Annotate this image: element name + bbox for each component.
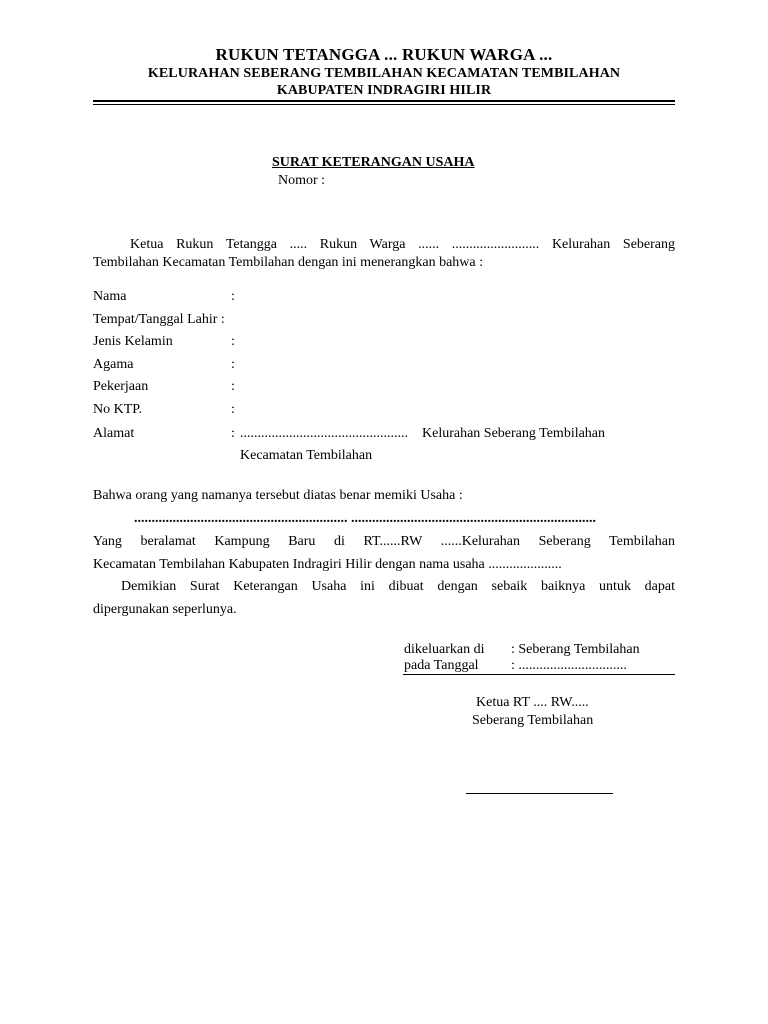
field-ktp-label: No KTP. bbox=[93, 402, 143, 417]
header-rule-thick bbox=[93, 100, 675, 102]
signature-role: Ketua RT .... RW..... bbox=[476, 695, 589, 710]
closing-line-1: Demikian Surat Keterangan Usaha ini dibuat dengan sebaik baiknya untuk dapat bbox=[121, 579, 675, 594]
letter-number: Nomor : bbox=[278, 173, 326, 188]
body-line-2: Kecamatan Tembilahan Kabupaten Indragiri Hilir dengan nama usaha ..................... bbox=[93, 557, 562, 572]
field-jk-sep: : bbox=[231, 334, 235, 349]
usaha-statement: Bahwa orang yang namanya tersebut diatas benar memiki Usaha : bbox=[93, 488, 463, 503]
intro-line-2: Tembilahan Kecamatan Tembilahan dengan ini menerangkan bahwa : bbox=[93, 255, 484, 270]
field-alamat-label: Alamat bbox=[93, 426, 135, 441]
field-agama-sep: : bbox=[231, 357, 235, 372]
intro-line-1: Ketua Rukun Tetangga ..... Rukun Warga ...... ......................... Kelurahan Seberang bbox=[130, 237, 675, 252]
issued-place-value: : Seberang Tembilahan bbox=[511, 642, 640, 657]
header-title: RUKUN TETANGGA ... RUKUN WARGA ... bbox=[215, 45, 553, 64]
issued-date-value: : ............................... bbox=[511, 658, 627, 673]
field-alamat-sep: : bbox=[231, 426, 235, 441]
field-ttl-label: Tempat/Tanggal Lahir : bbox=[93, 312, 225, 327]
signature-line bbox=[466, 793, 613, 794]
header-rule-thin bbox=[93, 104, 675, 105]
field-nama-label: Nama bbox=[93, 289, 127, 304]
header-regency: KABUPATEN INDRAGIRI HILIR bbox=[276, 83, 492, 98]
field-jk-label: Jenis Kelamin bbox=[93, 334, 173, 349]
issued-underline bbox=[403, 674, 675, 675]
field-pekerjaan-sep: : bbox=[231, 379, 235, 394]
field-agama-label: Agama bbox=[93, 357, 134, 372]
field-alamat-continued: Kecamatan Tembilahan bbox=[240, 448, 373, 463]
body-line-1: Yang beralamat Kampung Baru di RT......RW ......Kelurahan Seberang Tembilahan bbox=[93, 534, 675, 549]
field-pekerjaan-label: Pekerjaan bbox=[93, 379, 149, 394]
field-alamat-value: ................................................ Kelurahan Seberang Tembilahan bbox=[240, 426, 606, 441]
signature-place: Seberang Tembilahan bbox=[472, 713, 594, 728]
letter-title: SURAT KETERANGAN USAHA bbox=[272, 155, 475, 170]
closing-line-2: dipergunakan seperlunya. bbox=[93, 602, 237, 617]
field-nama-sep: : bbox=[231, 289, 235, 304]
header-subtitle: KELURAHAN SEBERANG TEMBILAHAN KECAMATAN TEMBILAHAN bbox=[147, 66, 621, 81]
issued-place-label: dikeluarkan di bbox=[404, 642, 485, 657]
usaha-dots: ............................................................. ...................................................................... bbox=[134, 511, 596, 526]
issued-date-label: pada Tanggal bbox=[404, 658, 479, 673]
field-ktp-sep: : bbox=[231, 402, 235, 417]
